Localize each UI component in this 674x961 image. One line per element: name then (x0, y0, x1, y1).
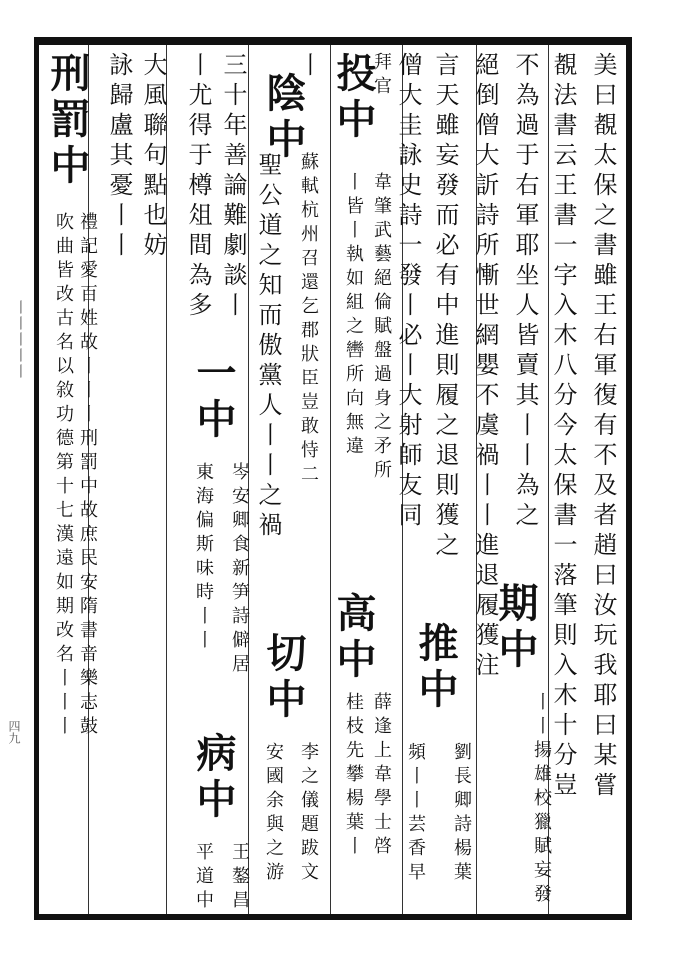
annotation-column: 丨丨揚雄校獵賦妄發 (531, 692, 552, 908)
annotation-column: 蘇軾杭州召還乞郡狀臣豈敢恃二 (298, 152, 319, 488)
text-column: 聖公道之知而傲黨人丨丨之禍 (254, 152, 282, 542)
annotation-column: 桂枝先攀楊葉丨 (343, 692, 364, 860)
annotation-column: 王鏊昌 (229, 842, 250, 914)
text-column: 不為過于右軍耶坐人皆賣其丨丨為之 (511, 52, 539, 532)
text-column: 僧大圭詠史詩一發丨必丨大射師友同 (394, 52, 422, 532)
annotation-column: 頻丨丨芸香早 (405, 742, 426, 886)
bottom-border (34, 914, 632, 920)
entry-heading: 投中 (330, 52, 377, 144)
annotation-column: 岑安卿食新笋詩僻居 (229, 462, 250, 678)
text-column: 丨 (294, 52, 322, 82)
left-border (34, 37, 39, 920)
right-border (626, 37, 632, 920)
text-body (44, 52, 622, 914)
entry-heading: 病中 (190, 732, 237, 824)
entry-heading: 推中 (412, 622, 459, 714)
text-column: 丨尤得于樽俎間為多 (184, 52, 212, 322)
annotation-column: 李之儀題跋文 (298, 742, 319, 886)
annotation-column: 丨皆丨執如組之轡所向無違 (343, 172, 364, 460)
entry-heading: 切中 (260, 632, 307, 724)
text-column: 大風聯句點也妨 (139, 52, 167, 262)
annotation-column: 薛逢上韋學士啓 (371, 692, 392, 860)
annotation-column: 韋肇武藝絕倫賦盤過身之矛所 (371, 172, 392, 484)
text-column: 絕倒僧大訢詩所慚世網嬰不虞禍丨丨進退履獲注 (471, 52, 499, 682)
entry-heading: 一中 (190, 352, 237, 444)
text-column: 美曰覩太保之書雖王右軍復有不及者趙曰汝玩我耶曰某嘗 (589, 52, 617, 802)
entry-heading: 期中 (492, 582, 539, 674)
margin-text: 丨丨丨丨丨 (12, 300, 28, 380)
text-column: 三十年善論難劇談丨 (219, 52, 247, 322)
page-number: 四九 (7, 720, 21, 744)
annotation-column: 東海偏斯味時丨丨 (193, 462, 214, 654)
text-column: 詠歸盧其憂丨丨 (105, 52, 133, 262)
annotation-column: 拜官 (371, 52, 392, 100)
annotation-column: 劉長卿詩楊葉 (451, 742, 472, 886)
entry-heading: 高中 (330, 592, 377, 684)
annotation-column: 安國余與之游 (263, 742, 284, 886)
annotation-column: 吹曲皆改古名以敘功德第十七漢遠如期改名丨丨丨 (53, 212, 74, 740)
annotation-column: 平道中 (193, 842, 214, 914)
entry-heading: 陰中 (260, 72, 307, 164)
annotation-column: 禮記愛百姓故丨丨丨刑罰中故庶民安隋書音樂志鼓 (77, 212, 98, 740)
top-border (34, 37, 632, 45)
text-column: 言天雖妄發而必有中進則履之退則獲之 (431, 52, 459, 562)
text-column: 覩法書云王書一字入木八分今太保書一落筆則入木十分豈 (549, 52, 577, 802)
entry-heading: 刑罰中 (44, 52, 91, 190)
